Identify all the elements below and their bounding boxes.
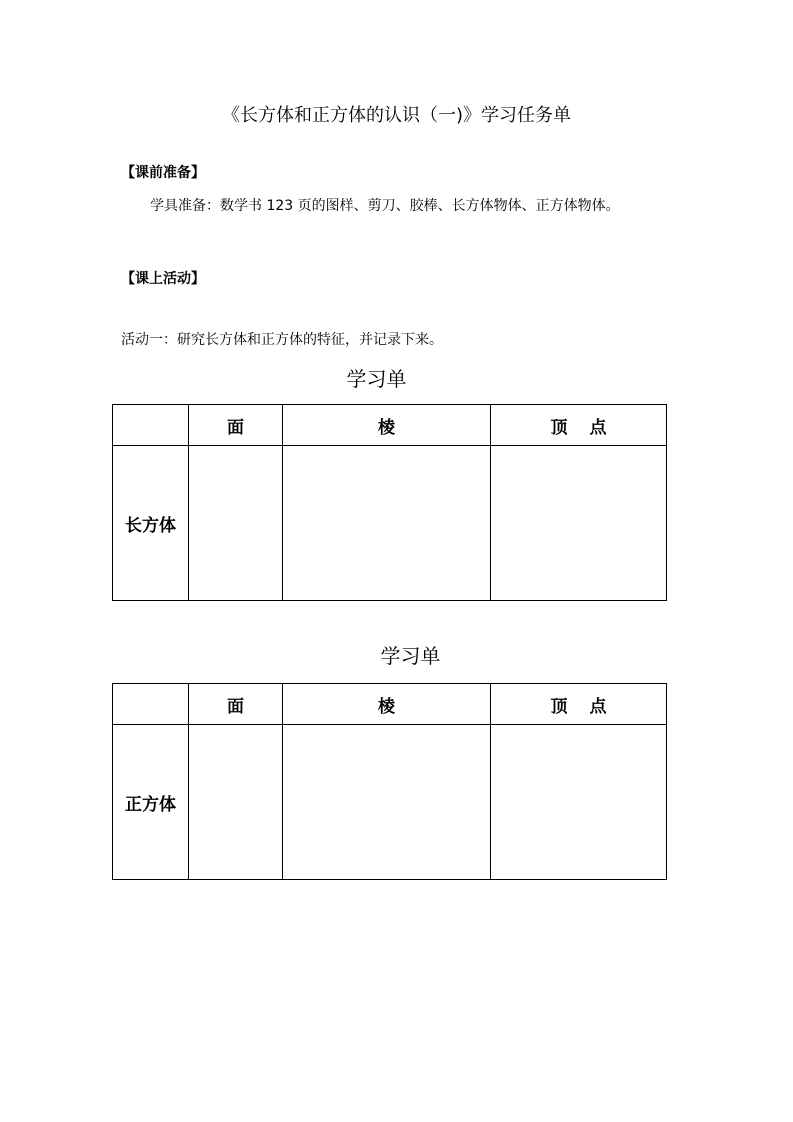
header-cell-vertex: [491, 405, 667, 446]
header-cell-edge: 棱: [283, 405, 491, 446]
answer-cell-face[interactable]: [189, 725, 283, 880]
study-table-cuboid: [112, 404, 667, 601]
page-title: 《长方体和正方体的认识（一)》学习任务单: [221, 105, 572, 126]
header-cell-vertex: [491, 684, 667, 725]
study-table-cube: [112, 683, 667, 880]
row-label: 长方体: [113, 446, 189, 601]
in-class-heading: 【课上活动】: [121, 271, 205, 287]
activity-one-text: 活动一：研究长方体和正方体的特征，并记录下来。: [121, 332, 443, 348]
answer-cell-edge[interactable]: [283, 725, 491, 880]
answer-cell-edge[interactable]: [283, 446, 491, 601]
header-vertex-label: 顶点: [550, 696, 629, 717]
answer-cell-vertex[interactable]: [491, 446, 667, 601]
pre-class-heading: 【课前准备】: [121, 165, 205, 181]
table-header-row: [113, 405, 667, 446]
header-cell-blank: [113, 684, 189, 725]
table-header-row: [113, 684, 667, 725]
answer-cell-vertex[interactable]: [491, 725, 667, 880]
row-label: 正方体: [113, 725, 189, 880]
header-cell-blank: [113, 405, 189, 446]
header-cell-face: 面: [189, 684, 283, 725]
sheet-title-2: 学习单: [380, 644, 441, 668]
sheet-title-1: 学习单: [346, 367, 407, 391]
header-vertex-label: 顶点: [550, 417, 629, 438]
answer-cell-face[interactable]: [189, 446, 283, 601]
header-cell-edge: 棱: [283, 684, 491, 725]
table-row: [113, 446, 667, 601]
tools-text: 学具准备：数学书 123 页的图样、剪刀、胶棒、长方体物体、正方体物体。: [150, 198, 620, 214]
table-row: [113, 725, 667, 880]
header-cell-face: 面: [189, 405, 283, 446]
